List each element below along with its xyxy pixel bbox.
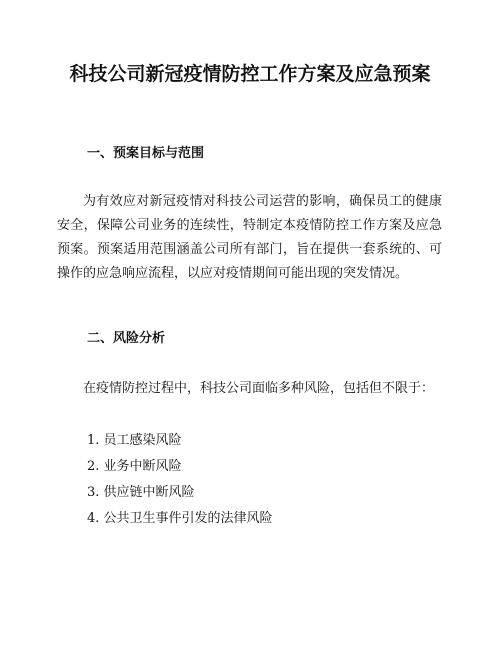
section-heading-goals-scope: 一、预案目标与范围 — [87, 146, 205, 161]
section-paragraph-goals-scope: 为有效应对新冠疫情对科技公司运营的影响，确保员工的健康安全，保障公司业务的连续性，特制定本疫情防控工作方案及应急预案。预案适用范围涵盖公司所有部门，旨在提供一套系统的、可操作的应急响应流程，以应对疫情期间可能出现的突发情况。 — [57, 194, 442, 281]
document-title: 科技公司新冠疫情防控工作方案及应急预案 — [69, 63, 431, 85]
section-heading-risk-analysis: 二、风险分析 — [87, 331, 166, 346]
list-item: 2. 业务中断风险 — [87, 459, 182, 474]
list-item: 4. 公共卫生事件引发的法律风险 — [87, 511, 273, 526]
list-item: 3. 供应链中断风险 — [87, 485, 195, 500]
list-item: 1. 员工感染风险 — [87, 433, 182, 448]
section-paragraph-risk-analysis: 在疫情防控过程中，科技公司面临多种风险，包括但不限于： — [83, 381, 435, 396]
risk-list — [87, 428, 273, 532]
